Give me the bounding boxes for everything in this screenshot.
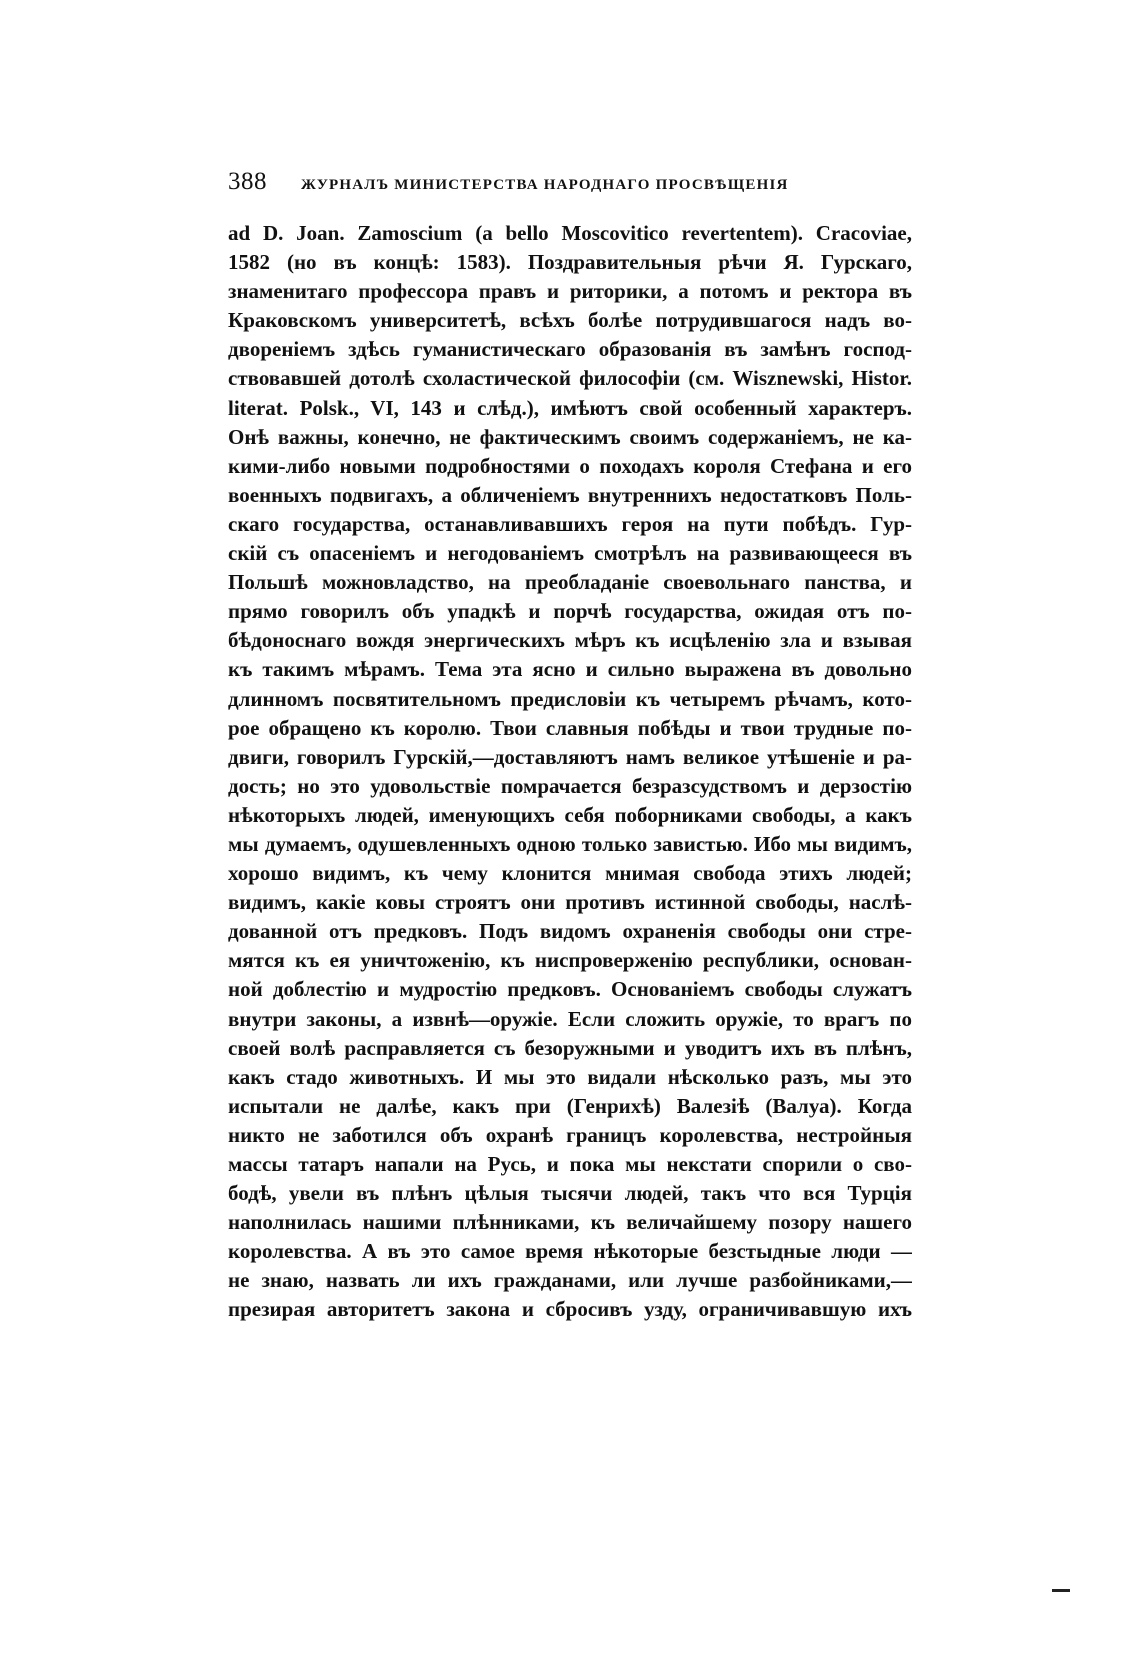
- text-line: мы думаемъ, одушевленныхъ одною только завистью. Ибо мы видимъ,: [228, 831, 912, 856]
- text-line: literat. Polsk., VI, 143 и слѣд.), имѣютъ свой особенный характеръ.: [228, 395, 912, 420]
- text-line: знаменитаго профессора правъ и риторики, а потомъ и ректора въ: [228, 279, 912, 304]
- text-line: мятся къ ея уничтоженію, къ ниспроверженію республики, основан-: [228, 948, 912, 973]
- text-line: 1582 (но въ концѣ: 1583). Поздравительныя рѣчи Я. Гурскаго,: [228, 250, 912, 275]
- text-line: никто не заботился объ охранѣ границъ королевства, нестройныя: [228, 1122, 912, 1147]
- text-line: наполнилась нашими плѣнниками, къ величайшему позору нашего: [228, 1210, 912, 1235]
- text-line: своей волѣ расправляется съ безоружными и уводитъ ихъ въ плѣнъ,: [228, 1035, 912, 1060]
- running-head: [228, 168, 908, 208]
- text-line: ной доблестію и мудростію предковъ. Основаніемъ свободы служатъ: [228, 977, 912, 1002]
- text-line: дованной отъ предковъ. Подъ видомъ охраненія свободы они стре-: [228, 919, 912, 944]
- text-line: двореніемъ здѣсь гуманистическаго образованія въ замѣнъ господ-: [228, 337, 912, 362]
- text-line: къ такимъ мѣрамъ. Тема эта ясно и сильно выражена въ довольно: [228, 657, 912, 682]
- text-line: скій съ опасеніемъ и негодованіемъ смотрѣлъ на развивающееся въ: [228, 541, 912, 566]
- text-line: королевства. А въ это самое время нѣкоторые безстыдные люди —: [228, 1239, 912, 1264]
- text-line: длинномъ посвятительномъ предисловіи къ четыремъ рѣчамъ, кото-: [228, 686, 912, 711]
- text-line: кими-либо новыми подробностями о походахъ короля Стефана и его: [228, 453, 912, 478]
- text-line: массы татаръ напали на Русь, и пока мы некстати спорили о сво-: [228, 1152, 912, 1176]
- margin-dash-mark: [1052, 1589, 1070, 1592]
- body-text: [228, 219, 912, 1325]
- text-line: военныхъ подвигахъ, а обличеніемъ внутреннихъ недостатковъ Поль-: [228, 482, 912, 507]
- text-line: хорошо видимъ, къ чему клонится мнимая свобода этихъ людей;: [228, 861, 912, 886]
- text-line: видимъ, какіе ковы строятъ они противъ истинной свободы, наслѣ-: [228, 890, 912, 915]
- text-line: Польшѣ можновладство, на преобладаніе своевольнаго панства, и: [228, 570, 912, 595]
- journal-title: ЖУРНАЛЪ МИНИСТЕРСТВА НАРОДНАГО ПРОСВѢЩЕНІЯ: [301, 177, 789, 193]
- text-line: Онѣ важны, конечно, не фактическимъ своимъ содержаніемъ, не ка-: [228, 424, 912, 449]
- text-line: ствовавшей дотолѣ схоластической философіи (см. Wisznewski, Histor.: [228, 366, 912, 391]
- text-line: прямо говорилъ объ упадкѣ и порчѣ государства, ожидая отъ по-: [228, 599, 912, 624]
- text-line: дость; но это удовольствіе помрачается безразсудствомъ и дерзостію: [228, 773, 912, 798]
- text-line: презирая авторитетъ закона и сбросивъ узду, ограничивавшую ихъ: [228, 1297, 912, 1322]
- text-line: бѣдоноснаго вождя энергическихъ мѣръ къ исцѣленію зла и взывая: [228, 628, 912, 653]
- text-line: испытали не далѣе, какъ при (Генрихѣ) Валезіѣ (Валуа). Когда: [228, 1093, 912, 1118]
- text-line: скаго государства, останавливавшихъ героя на пути побѣдъ. Гур-: [228, 511, 912, 536]
- text-line: Краковскомъ университетѣ, всѣхъ болѣе потрудившагося надъ во-: [228, 308, 912, 333]
- text-line: внутри законы, а извнѣ—оружіе. Если сложить оружіе, то врагъ по: [228, 1006, 912, 1031]
- page-number: 388: [228, 168, 267, 195]
- text-line: двиги, говорилъ Гурскій,—доставляютъ намъ великое утѣшеніе и ра-: [228, 744, 912, 769]
- text-line: не знаю, назвать ли ихъ гражданами, или лучше разбойниками,—: [228, 1268, 912, 1293]
- text-line: нѣкоторыхъ людей, именующихъ себя поборниками свободы, а какъ: [228, 802, 912, 827]
- text-line: ad D. Joan. Zamoscium (a bello Moscovitico revertentem). Cracoviae,: [228, 221, 912, 245]
- text-line: бодѣ, увели въ плѣнъ цѣлыя тысячи людей, такъ что вся Турція: [228, 1181, 912, 1206]
- text-line: рое обращено къ королю. Твои славныя побѣды и твои трудные по-: [228, 715, 912, 740]
- text-line: какъ стадо животныхъ. И мы это видали нѣсколько разъ, мы это: [228, 1064, 912, 1089]
